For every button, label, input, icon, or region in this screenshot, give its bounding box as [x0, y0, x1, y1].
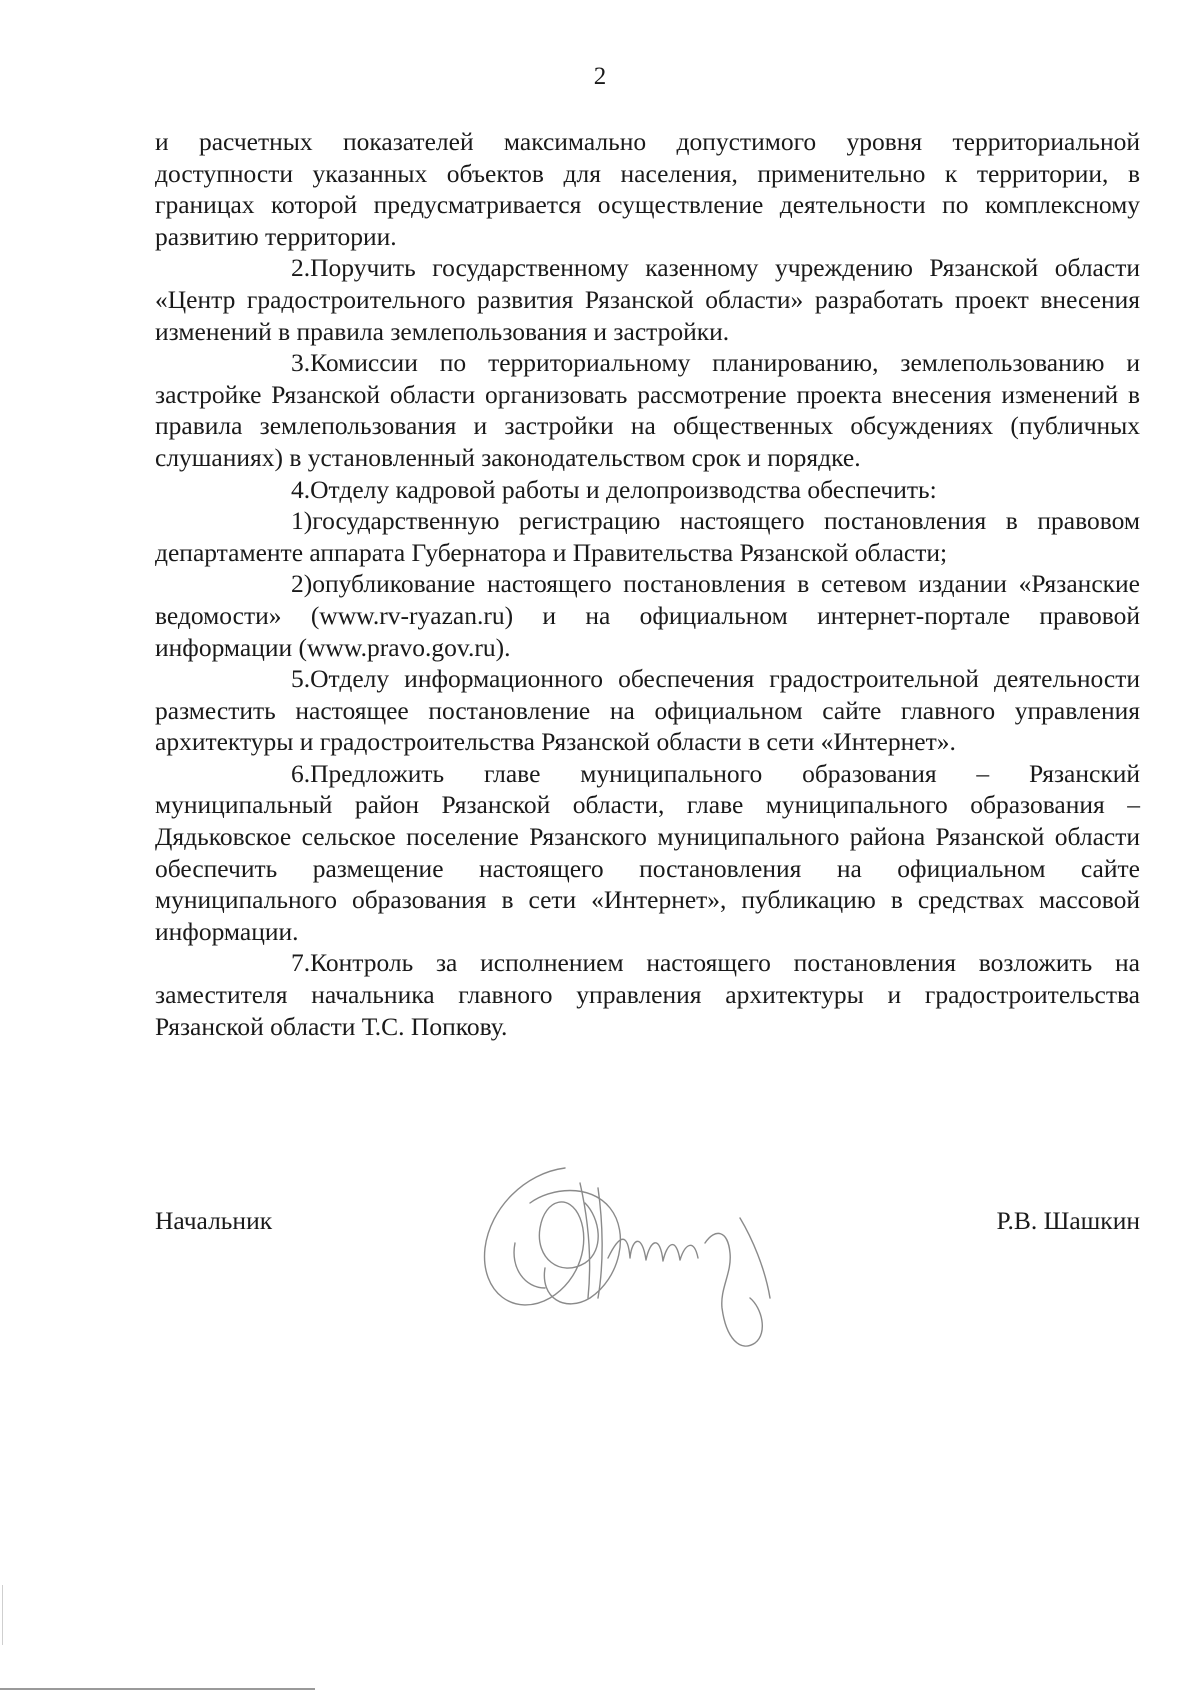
signatory-title: Начальник — [155, 1206, 273, 1235]
scan-bottom-line — [0, 1688, 315, 1690]
paragraph-subitem-1 — [155, 505, 1140, 568]
paragraph-text: Контроль за исполнением настоящего постановления возложить на заместителя начальника главного управления архитектуры и градостроительства Рязанской области Т.С. Попкову. — [155, 948, 1140, 1041]
page-number: 2 — [593, 63, 607, 90]
paragraph-continuation — [155, 126, 1140, 252]
paragraph-item-3 — [155, 347, 1140, 473]
handwritten-signature — [470, 1148, 850, 1373]
paragraph-item-7 — [155, 947, 1140, 1042]
paragraph-text: Предложить главе муниципального образования – Рязанский муниципальный район Рязанской области, главе муниципального образования – Дядьковское сельское поселение Рязанского муниципального района Рязанской области обеспечить размещение настоящего постановления на официальном сайте муниципального образования в сети «Интернет», публикацию в средствах массовой информации. — [155, 758, 1140, 946]
paragraph-number: 1) — [291, 506, 313, 536]
signatory-name: Р.В. Шашкин — [996, 1206, 1140, 1235]
paragraph-number: 3. — [291, 348, 311, 378]
paragraph-text: и расчетных показателей максимально допустимого уровня территориальной доступности указанных объектов для населения, применительно к территории, в границах которой предусматривается осуществление деятельности по комплексному развитию территории. — [155, 127, 1140, 251]
paragraph-number: 6. — [291, 758, 311, 788]
paragraph-text: Отделу кадровой работы и делопроизводства обеспечить: — [310, 474, 937, 504]
paragraph-item-2 — [155, 252, 1140, 347]
paragraph-text: Отделу информационного обеспечения градостроительной деятельности разместить настоящее постановление на официальном сайте главного управления архитектуры и градостроительства Рязанской области в сети «Интернет». — [155, 664, 1140, 757]
paragraph-number: 5. — [291, 664, 311, 694]
paragraph-text: Комиссии по территориальному планированию, землепользованию и застройке Рязанской области организовать рассмотрение проекта внесения изменений в правила землепользования и застройки на общественных обсуждениях (публичных слушаниях) в установленный законодательством срок и порядке. — [155, 348, 1140, 472]
paragraph-number: 7. — [291, 948, 311, 978]
paragraph-number: 2) — [291, 569, 313, 599]
scan-edge-mark — [2, 1585, 3, 1645]
paragraph-text: Поручить государственному казенному учреждению Рязанской области «Центр градостроительного развития Рязанской области» разработать проект внесения изменений в правила землепользования и застройки. — [155, 253, 1140, 346]
paragraph-number: 2. — [291, 253, 311, 283]
paragraph-number: 4. — [291, 474, 311, 504]
paragraph-item-6 — [155, 758, 1140, 948]
paragraph-item-5 — [155, 663, 1140, 758]
paragraph-text: опубликование настоящего постановления в сетевом издании «Рязанские ведомости» (www.rv-ryazan.ru) и на официальном интернет-портале правовой информации (www.pravo.gov.ru). — [155, 569, 1140, 662]
paragraph-item-4 — [155, 474, 1140, 506]
paragraph-text: государственную регистрацию настоящего постановления в правовом департаменте аппарата Губернатора и Правительства Рязанской области; — [155, 506, 1140, 567]
paragraph-subitem-2 — [155, 568, 1140, 663]
document-body — [155, 126, 1140, 1042]
